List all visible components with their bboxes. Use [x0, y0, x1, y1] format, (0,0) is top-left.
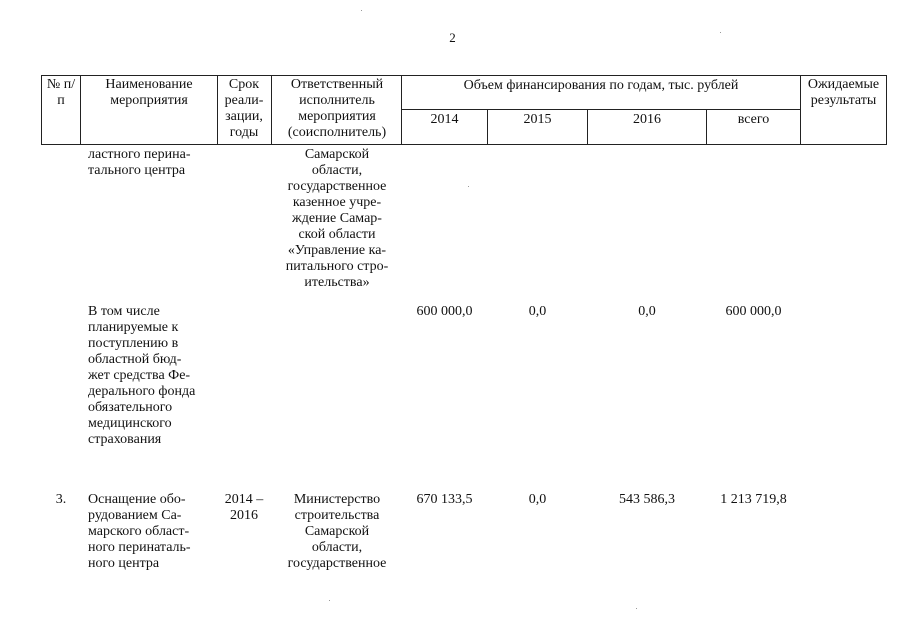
table-top-border	[41, 75, 886, 76]
scan-speck	[361, 10, 362, 11]
header-responsible: Ответственный исполнитель мероприятия (соисполнитель)	[287, 77, 387, 140]
text-line: страхования	[88, 432, 162, 447]
header-term: Срок реали-зации, годы	[224, 77, 264, 140]
text-line: Самарской	[304, 147, 370, 162]
row3-responsible	[276, 492, 398, 572]
text-line: областной бюд-	[88, 352, 182, 367]
header-year-2014: 2014	[430, 112, 459, 127]
col-border	[80, 75, 81, 145]
col-border	[706, 109, 707, 145]
continued-responsible	[276, 147, 398, 291]
col-border	[800, 75, 801, 145]
text-line: поступлению в	[88, 336, 179, 351]
federal-2014: 600 000,0	[416, 304, 473, 319]
text-line: ской области	[298, 227, 376, 242]
col-border	[886, 75, 887, 145]
text-line: государственное	[287, 556, 387, 571]
header-results: Ожидаемые результаты	[807, 77, 880, 108]
row3-2016: 543 586,3	[619, 492, 675, 507]
text-line: ного центра	[88, 556, 160, 571]
scan-speck	[468, 186, 469, 187]
federal-2016: 0,0	[638, 304, 656, 319]
text-line: области,	[311, 163, 363, 178]
col-border	[587, 109, 588, 145]
col-border	[271, 75, 272, 145]
col-border	[487, 109, 488, 145]
federal-2015: 0,0	[528, 304, 547, 319]
federal-total: 600 000,0	[725, 304, 782, 319]
text-line: казенное учре-	[292, 195, 382, 210]
col-border	[217, 75, 218, 145]
text-line: Министерство	[293, 492, 381, 507]
text-line: 2016	[230, 508, 258, 523]
col-border	[401, 75, 402, 145]
row3-name	[88, 492, 216, 572]
text-line: марского област-	[88, 524, 190, 539]
text-line: рудованием Са-	[88, 508, 182, 523]
text-line: Оснащение обо-	[88, 492, 186, 507]
scan-speck	[636, 608, 637, 609]
years-divider	[401, 109, 800, 110]
text-line: строительства	[294, 508, 380, 523]
text-line: питального стро-	[285, 259, 389, 274]
header-total: всего	[737, 112, 770, 127]
text-line: 2014 –	[224, 492, 264, 507]
text-line: обязательного	[88, 400, 173, 415]
text-line: государственное	[287, 179, 387, 194]
text-line: планируемые к	[88, 320, 179, 335]
header-finance: Объем финансирования по годам, тыс. рублей	[463, 78, 739, 93]
header-year-2016: 2016	[633, 112, 661, 127]
row3-number: 3.	[55, 492, 67, 507]
text-line: области,	[311, 540, 363, 555]
text-line: жет средства Фе-	[88, 368, 191, 383]
page-number: 2	[449, 30, 456, 45]
text-line: В том числе	[88, 304, 160, 319]
scan-speck	[720, 32, 721, 33]
text-line: медицинского	[88, 416, 172, 431]
text-line: «Управление ка-	[287, 243, 387, 258]
header-bottom-border	[41, 144, 886, 145]
federal-name	[88, 304, 216, 448]
header-year-2015: 2015	[523, 112, 552, 127]
text-line: тального центра	[88, 163, 186, 178]
continued-name	[88, 147, 216, 179]
row3-2014: 670 133,5	[416, 492, 473, 507]
scan-speck	[329, 600, 330, 601]
row3-2015: 0,0	[528, 492, 547, 507]
text-line: ждение Самар-	[292, 211, 382, 226]
text-line: дерального фонда	[88, 384, 196, 399]
row3-term	[220, 492, 268, 524]
header-number: № п/п	[46, 77, 76, 108]
header-name: Наименование мероприятия	[105, 77, 193, 108]
row3-total: 1 213 719,8	[720, 492, 787, 507]
text-line: Самарской	[304, 524, 370, 539]
col-border	[41, 75, 42, 145]
text-line: ительства»	[304, 275, 370, 290]
text-line: ного перинаталь-	[88, 540, 191, 555]
text-line: ластного перина-	[88, 147, 191, 162]
